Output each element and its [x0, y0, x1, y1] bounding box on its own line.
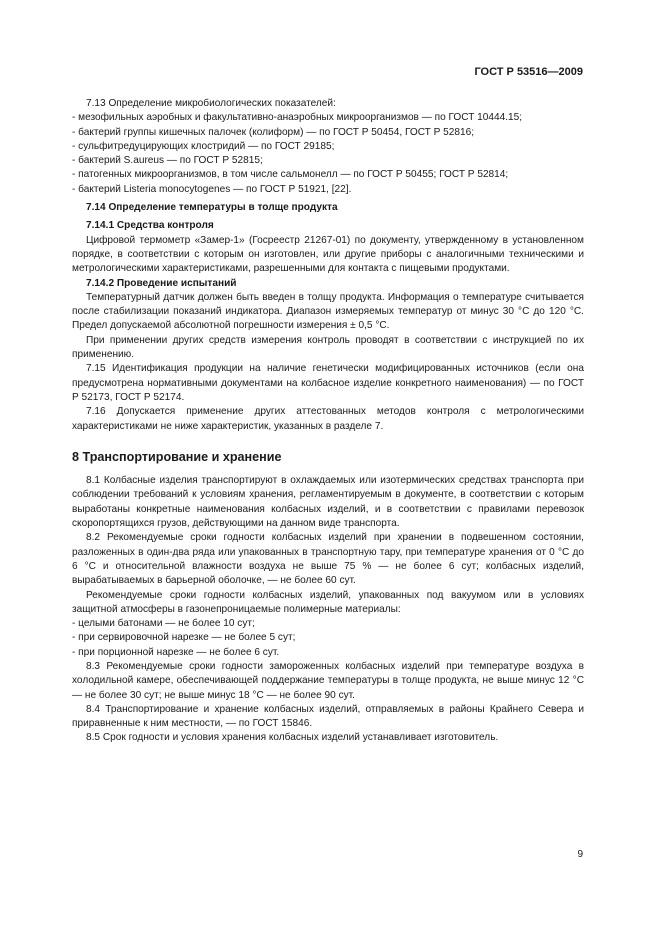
- list-item: - мезофильных аэробных и факультативно-анаэробных микроорганизмов — по ГОСТ 10444.15;: [72, 112, 523, 124]
- section-8-5: 8.5 Срок годности и условия хранения колбасных изделий устанавливает изготовитель.: [86, 732, 499, 744]
- list-item: - бактерий S.aureus — по ГОСТ Р 52815;: [72, 155, 263, 167]
- list-item: - при сервировочной нарезке — не более 5 сут;: [72, 632, 296, 644]
- section-8-4: 8.4 Транспортирование и хранение колбасных изделий, отправляемых в районы Крайнего Севера и приравненные к ним местности, — по ГОСТ 15846.: [72, 703, 584, 730]
- list-item: - сульфитредуцирующих клостридий — по ГОСТ 29185;: [72, 140, 335, 152]
- list-item: - патогенных микроорганизмов, в том числе сальмонелл — по ГОСТ Р 50455; ГОСТ Р 52814;: [72, 169, 509, 181]
- section-7-14-1-text: Цифровой термометр «Замер-1» (Госреестр 21267-01) по документу, утвержденному в установленном порядке, в соответствии с которым он изготовлен, или другие приборы с аналогичными техническими и метрологическими характеристиками, разрешенными для контакта с пищевыми продуктами.: [72, 234, 584, 275]
- section-7-14-2-title: 7.14.2 Проведение испытаний: [86, 277, 237, 289]
- section-8-2-continued: Рекомендуемые сроки годности колбасных изделий, упакованных под вакуумом или в условиях защитной атмосферы в газонепроницаемые полимерные материалы:: [72, 589, 584, 615]
- section-7-16: 7.16 Допускается применение других аттестованных методов контроля с метрологическими характеристиками не ниже характеристик, указанных в разделе 7.: [72, 406, 584, 432]
- section-7-14-2-text: Температурный датчик должен быть введен в толщу продукта. Информация о температуре считывается после стабилизации показаний индикатора. Диапазон измеряемых температур от минус 30 °С до 120 °С. Предел допускаемой абсолютной погрешности измерения ± 0,5 °С.: [72, 291, 584, 332]
- page-number: 9: [577, 849, 583, 860]
- section-8-1: 8.1 Колбасные изделия транспортируют в охлаждаемых или изотермических средствах транспорта при соблюдении требований к условиям хранения, регламентируемым в документе, в соответствии с которым выработаны конкретные наименования колбасных изделий, и в соответствии с правилами перевозок скоропортящихся грузов, действующими на данном виде транспорта.: [72, 475, 584, 530]
- list-item: - целыми батонами — не более 10 сут;: [72, 618, 255, 630]
- page-content: [72, 97, 584, 746]
- section-7-13-title: 7.13 Определение микробиологических показателей:: [86, 98, 336, 109]
- section-7-14-2-text-2: При применении других средств измерения контроль проводят в соответствии с инструкцией по их применению.: [72, 334, 584, 361]
- document-header-id: ГОСТ Р 53516—2009: [474, 66, 583, 78]
- section-8-heading: 8 Транспортирование и хранение: [72, 449, 282, 464]
- section-7-15: 7.15 Идентификация продукции на наличие генетически модифицированных источников (если она предусмотрена нормативными документами на колбасное изделие конкретного наименования) — по ГОСТ Р 52173, ГОСТ Р 52174.: [72, 363, 584, 403]
- list-item: - бактерий группы кишечных палочек (колиформ) — по ГОСТ Р 50454, ГОСТ Р 52816;: [72, 126, 475, 138]
- section-8-3: 8.3 Рекомендуемые сроки годности замороженных колбасных изделий при температуре воздуха в холодильной камере, обеспечивающей поддержание температуры в толще продукта, не выше минус 12 °С — не более 30 сут; не выше минус 18 °С — не более 90 сут.: [72, 660, 584, 701]
- section-8-2: 8.2 Рекомендуемые сроки годности колбасных изделий при хранении в подвешенном состоянии, разложенных в один-два ряда или упакованных в транспортную тару, при температуре хранения от 0 °С до 6 °С и относительной влажности воздуха не выше 75 % — не более 6 сут; колбасных изделий, вырабатываемых в барьерной оболочке, — не более 60 сут.: [72, 532, 584, 587]
- section-7-14-1-title: 7.14.1 Средства контроля: [86, 220, 214, 232]
- section-7-14-title: 7.14 Определение температуры в толще продукта: [86, 202, 338, 214]
- list-item: - бактерий Listeria monocytogenes — по ГОСТ Р 51921, [22].: [72, 183, 352, 195]
- list-item: - при порционной нарезке — не более 6 сут.: [72, 646, 280, 658]
